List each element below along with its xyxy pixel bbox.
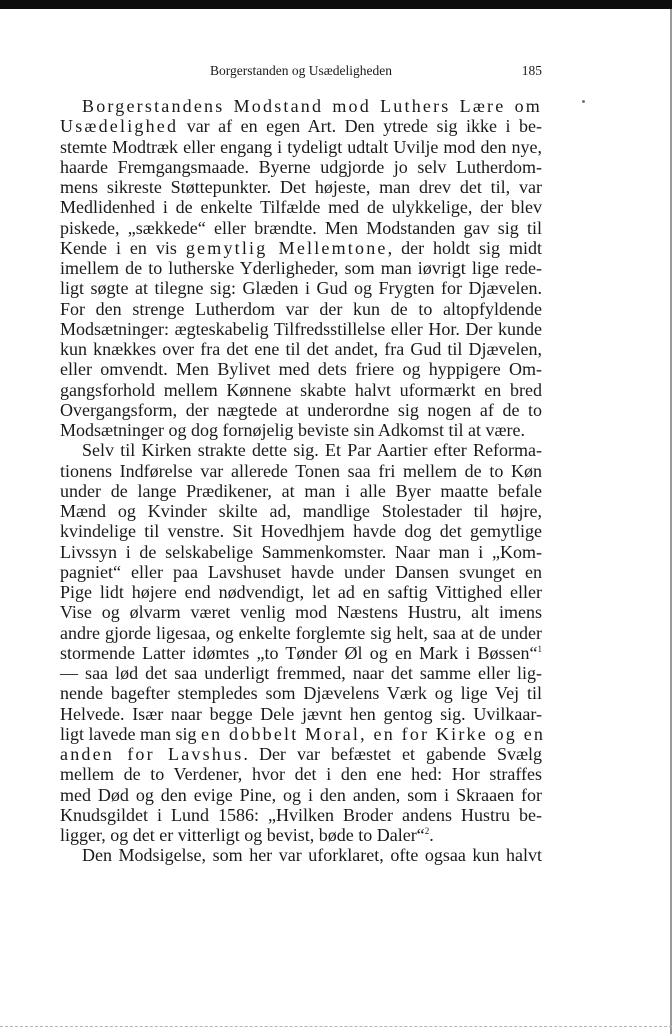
scan-top-edge [0,0,672,9]
text-line: For den strenge Lutherdom var der kun de to altopfyldende [60,298,542,319]
footnote-ref: 1 [537,643,542,654]
text-line: ligt søgte at tilegne sig: Glæden i Gud og Frygten for Djævelen. [60,278,542,299]
text-line: med Død og den evige Pine, og i den anden, som i Skraaen for [60,784,542,805]
text-line: mellem de to Verdener, hvor det i den ene hed: Hor straffes [60,764,542,785]
text-line: haarde Fremgangsmaade. Byerne udgjorde jo selv Lutherdom- [60,156,542,177]
body-text [60,96,546,866]
text-line: Kende i en vis gemytlig Mellemtone, der holdt sig midt [60,237,542,258]
text-line: Livssyn i de selskabelige Sammenkomster. Naar man i „Kom- [60,541,542,562]
text-line: anden for Lavshus. Der var befæstet et gabende Svælg [60,744,542,764]
text-line: ligt lavede man sig en dobbelt Moral, en for Kirke og en [60,723,546,744]
text-line: kvindelige til venstre. Sit Hovedhjem havde dog det gemytlige [60,521,542,542]
text-line: mens sikreste Støttepunkter. Det højeste, man drev det til, var [60,177,542,197]
text-line: Pige lidt højere end nødvendigt, let ad en saftig Vittighed eller [60,582,542,602]
text-line: stemte Modtræk eller engang i tydeligt udtalt Uvilje mod den nye, [60,136,542,157]
text-line: stormende Latter idømtes „to Tønder Øl og en Mark i Bøssen“$^1$ [60,642,542,663]
running-title: Borgerstanden og Usædeligheden [210,63,392,78]
spaced-emphasis: en dobbelt Moral, en for Kirke og en [200,723,546,744]
text-line: tionens Indførelse var allerede Tonen saa fri mellem de to Køn [60,460,542,481]
text-line: Usædelighed var af en egen Art. Den ytrede sig ikke i be- [60,116,542,137]
text-line: Selv til Kirken strakte dette sig. Et Par Aartier efter Reforma- [82,440,542,461]
text-line [60,96,542,116]
text-line: Modsætninger og dog fornøjelig beviste sin Adkomst til at være. [60,420,525,440]
text-line: Medlidenhed i de enkelte Tilfælde med de ulykkelige, der blev [60,197,542,218]
footnote-ref: 2 [424,826,430,836]
text-line: ligger, og det er vitterligt og bevist, bøde to Daler“$^2$. [60,825,434,845]
text-line: andre gjorde ligesaa, og enkelte forglemte sig helt, saa at de under [60,622,542,643]
running-header [60,63,542,85]
text-line: piskede, „sækkede“ eller brændte. Men Modstanden gav sig til [60,217,542,238]
spaced-emphasis: gemytlig Mellemtone [185,237,388,258]
text-line: Knudsgildet i Lund 1586: „Hvilken Broder andens Hustru be- [60,804,542,825]
text-line: kun knækkes over fra det ene til det andet, fra Gud til Djævelen, [60,339,542,359]
text-line: imellem de to lutherske Yderligheder, som man iøvrigt lige rede- [60,258,542,278]
text-line: pagniet“ eller paa Lavshuset havde under Dansen svunget en [60,561,542,582]
text-line: gangsforhold mellem Kønnene skabte halvt uformærkt en bred [60,379,542,400]
text-line: eller omvendt. Men Bylivet med dets friere og hyppigere Om- [60,359,542,380]
text-line: Overgangsform, der nægtede at underordne sig nogen af de to [60,399,542,420]
text-line: Den Modsigelse, som her var uforklaret, ofte ogsaa kun halvt [82,845,542,866]
text-line: Modsætninger: ægteskabelig Tilfredsstillelse eller Hor. Der kunde [60,318,542,339]
text-line: Mænd og Kvinder skilte ad, mandlige Stolestader til højre, [60,501,542,521]
text-line: Helvede. Især naar begge Dele jævnt hen gentog sig. Uvilkaar- [60,703,542,724]
page-number: 185 [521,63,542,78]
scan-bottom-edge [0,1026,672,1027]
spaced-emphasis: anden for Lavshus [60,744,244,764]
text-line: nende bagefter stempledes som Djævelens Værk og lige Vej til [60,683,542,704]
text-line: — saa lød det saa underligt fremmed, naar det samme eller lig- [60,663,542,683]
spaced-emphasis: Usædelighed [60,116,179,137]
text-line: Vise og ølvarm været venlig mod Næstens Hustru, alt imens [60,602,542,623]
spaced-emphasis: Borgerstandens Modstand mod Luthers Lære om [82,96,542,116]
scan-speck [582,100,585,103]
text-line: under de lange Prædikener, at man i alle Byer maatte befale [60,480,542,501]
